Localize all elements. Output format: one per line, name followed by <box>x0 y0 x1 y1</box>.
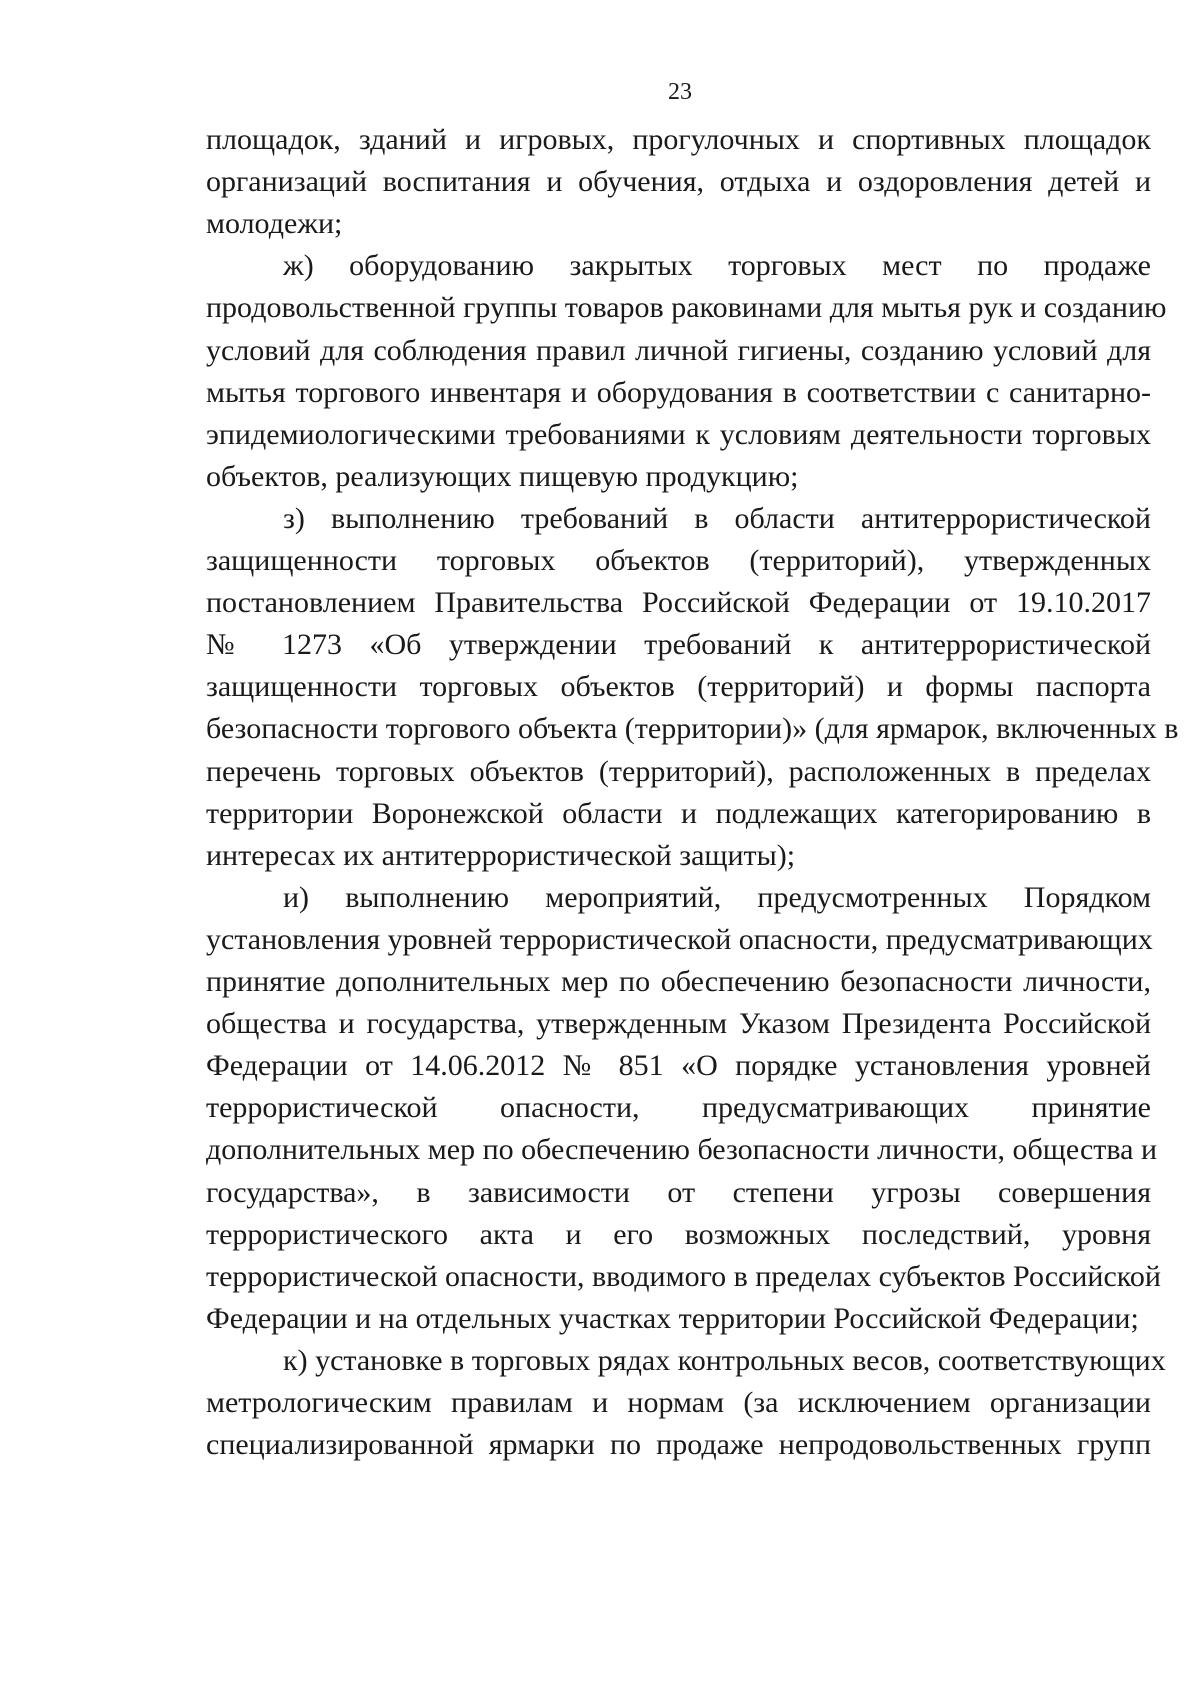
text-line: территории Воронежской области и подлежащих категорированию в <box>206 797 1151 830</box>
text-line: государства», в зависимости от степени угрозы совершения <box>206 1176 1151 1209</box>
text-line: организаций воспитания и обучения, отдыха и оздоровления детей и <box>206 165 1151 198</box>
text-line: и) выполнению мероприятий, предусмотренных Порядком <box>283 881 1151 914</box>
text-line: № 1273 «Об утверждении требований к антитеррористической <box>206 628 1151 661</box>
text-line: з) выполнению требований в области антитеррористической <box>283 502 1151 535</box>
text-line: к) установке в торговых рядах контрольных весов, соответствующих <box>283 1344 1166 1377</box>
text-line: объектов, реализующих пищевую продукцию; <box>206 460 799 493</box>
text-line: террористической опасности, вводимого в пределах субъектов Российской <box>206 1260 1161 1293</box>
text-line: молодежи; <box>206 207 343 240</box>
text-line: Федерации и на отдельных участках территории Российской Федерации; <box>206 1302 1139 1335</box>
text-line: площадок, зданий и игровых, прогулочных и спортивных площадок <box>206 123 1151 156</box>
text-line: террористической опасности, предусматривающих принятие <box>206 1091 1151 1124</box>
text-line: защищенности торговых объектов (территорий), утвержденных <box>206 544 1151 577</box>
text-line: продовольственной группы товаров раковинами для мытья рук и созданию <box>206 291 1167 324</box>
page-number: 23 <box>668 79 692 105</box>
text-line: ж) оборудованию закрытых торговых мест по продаже <box>283 249 1151 282</box>
text-line: защищенности торговых объектов (территорий) и формы паспорта <box>206 670 1151 703</box>
text-line: постановлением Правительства Российской Федерации от 19.10.2017 <box>206 586 1151 619</box>
text-line: безопасности торгового объекта (территории)» (для ярмарок, включенных в <box>206 712 1179 745</box>
text-line: условий для соблюдения правил личной гигиены, созданию условий для <box>206 334 1151 367</box>
text-line: террористического акта и его возможных последствий, уровня <box>206 1218 1151 1251</box>
text-line: общества и государства, утвержденным Указом Президента Российской <box>206 1007 1151 1040</box>
text-line: принятие дополнительных мер по обеспечению безопасности личности, <box>206 965 1151 998</box>
text-line: перечень торговых объектов (территорий), расположенных в пределах <box>206 755 1151 788</box>
text-line: установления уровней террористической опасности, предусматривающих <box>206 923 1153 956</box>
text-line: дополнительных мер по обеспечению безопасности личности, общества и <box>206 1133 1158 1166</box>
text-line: Федерации от 14.06.2012 № 851 «О порядке установления уровней <box>206 1049 1151 1082</box>
text-line: специализированной ярмарки по продаже непродовольственных групп <box>206 1428 1151 1461</box>
text-line: интересах их антитеррористической защиты); <box>206 839 796 872</box>
text-line: метрологическим правилам и нормам (за исключением организации <box>206 1386 1151 1419</box>
text-line: мытья торгового инвентаря и оборудования в соответствии с санитарно- <box>206 376 1151 409</box>
text-line: эпидемиологическими требованиями к условиям деятельности торговых <box>206 418 1151 451</box>
